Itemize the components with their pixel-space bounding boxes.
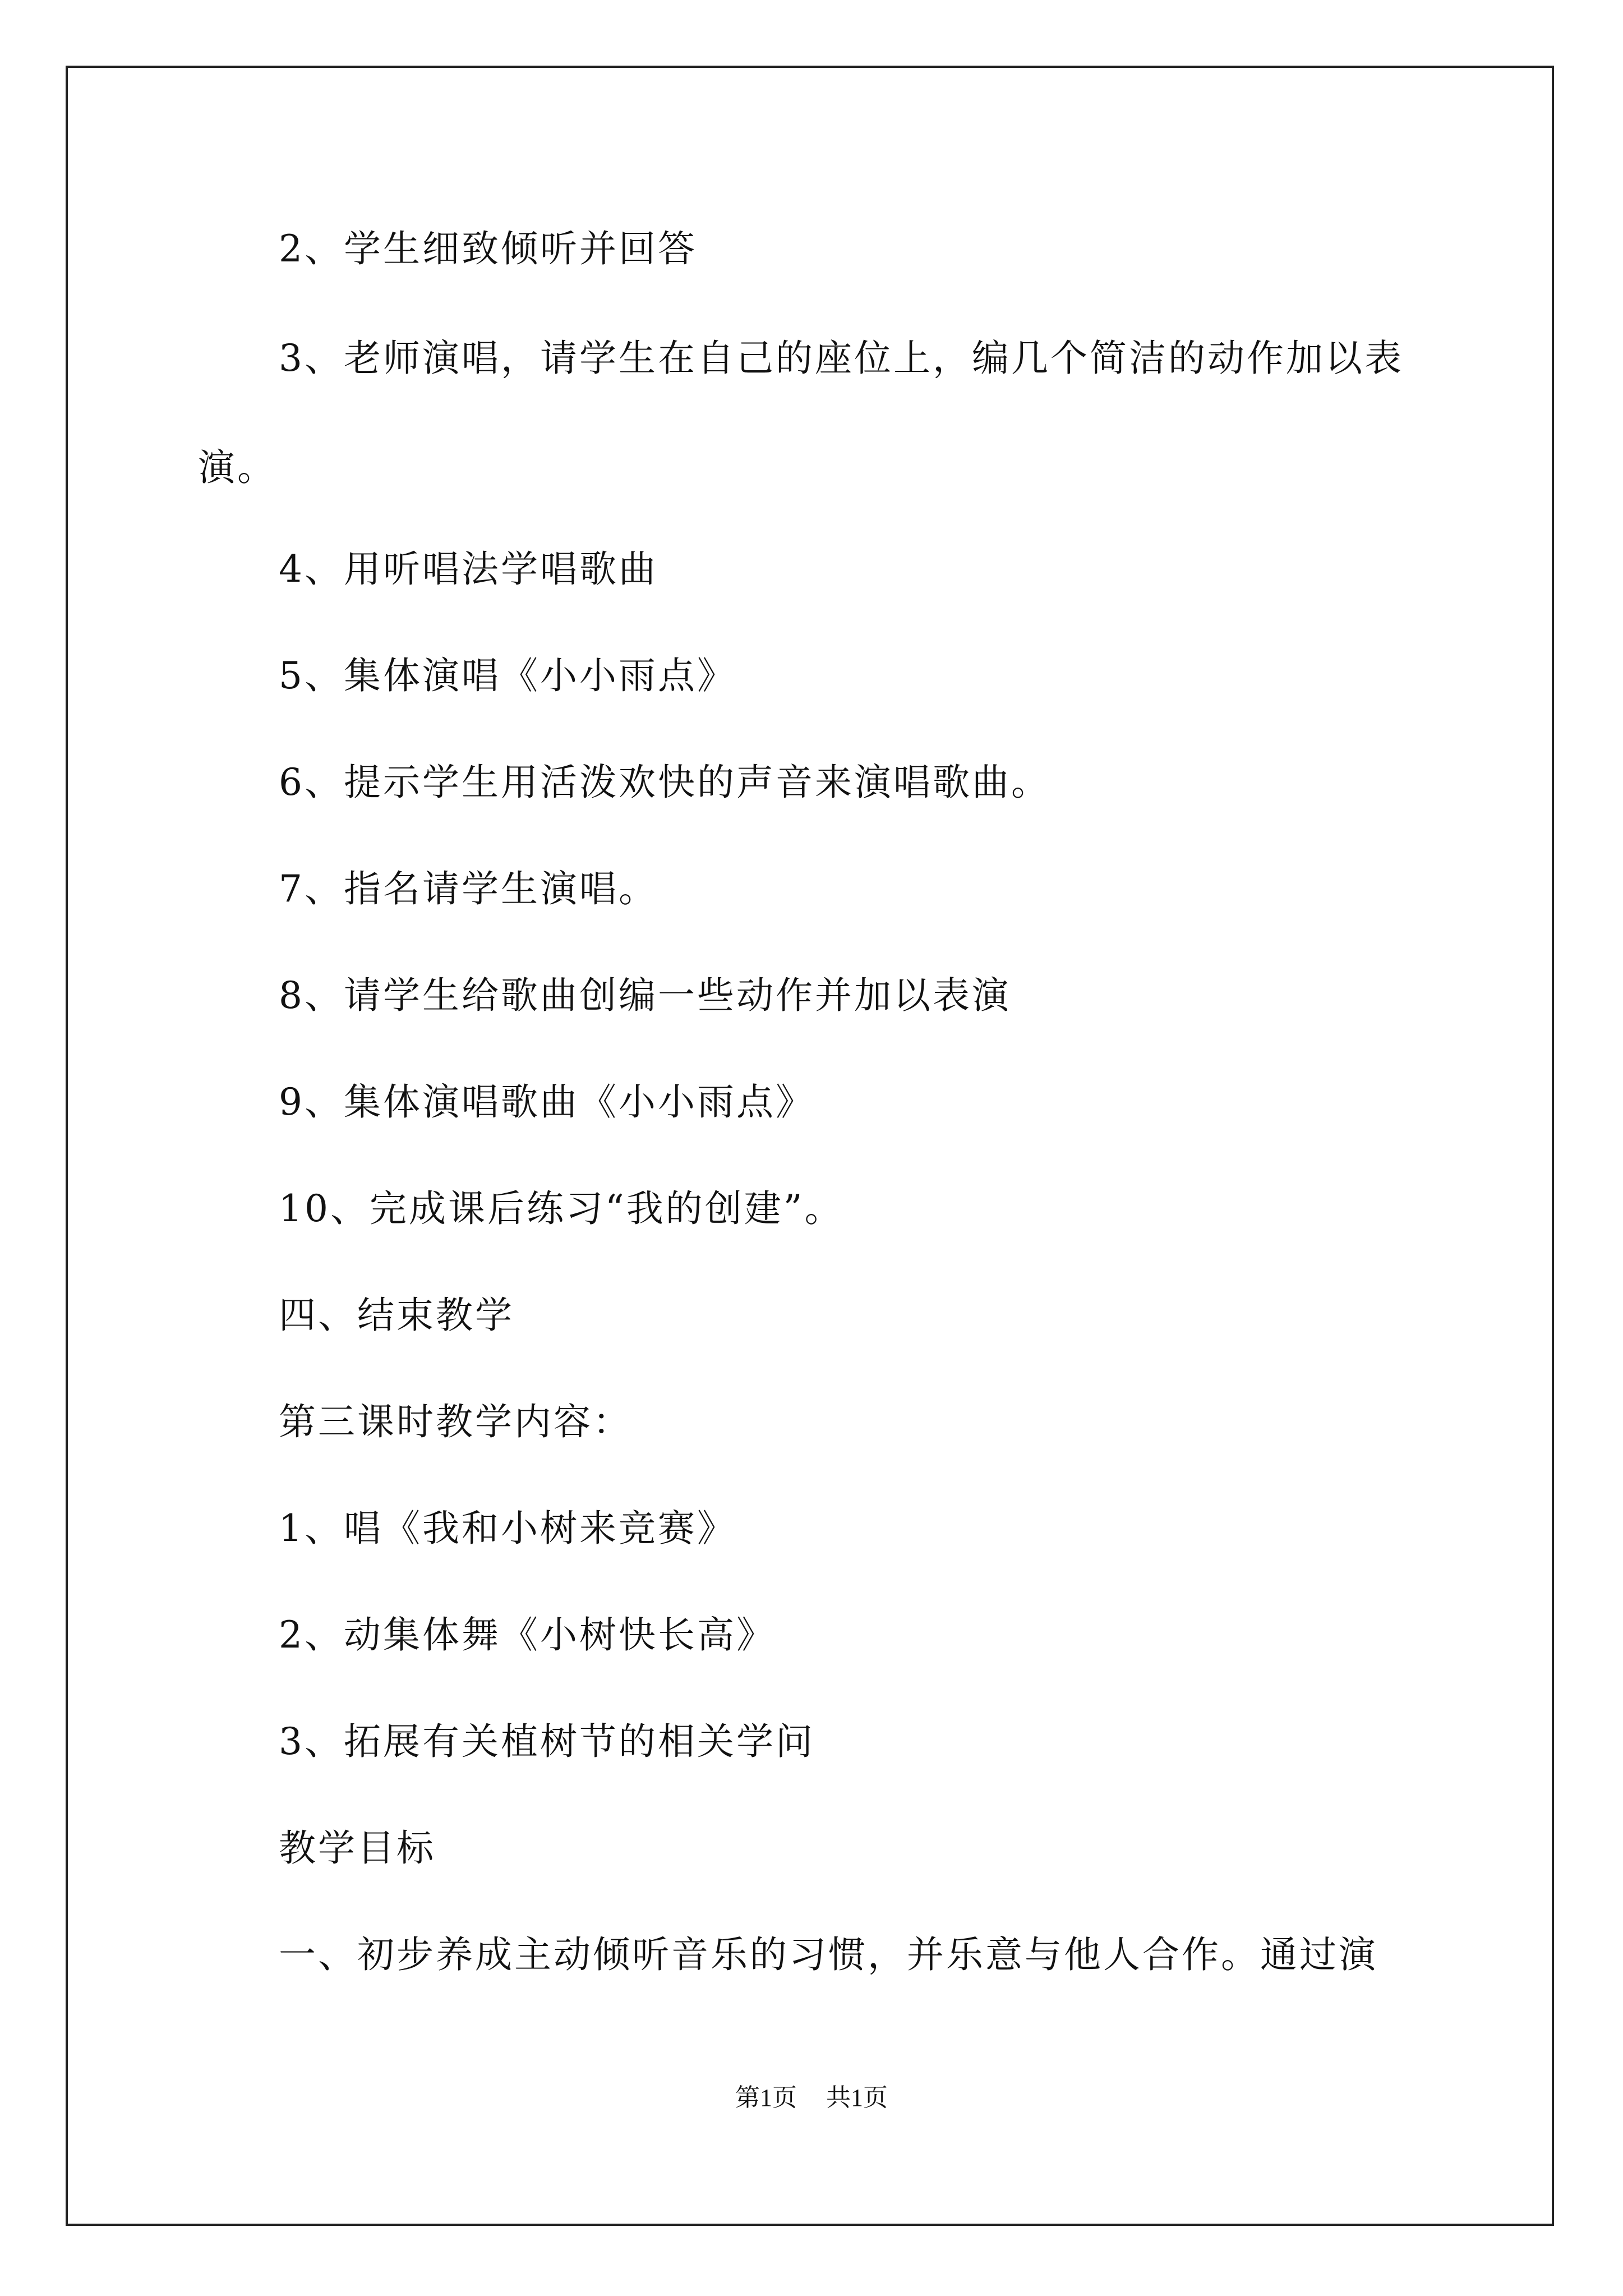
page-total: 共1页 [826,2084,888,2111]
paragraph: 9、集体演唱歌曲《小小雨点》 [279,1080,815,1124]
paragraph: 四、结束教学 [279,1294,514,1337]
paragraph: 3、拓展有关植树节的相关学问 [279,1720,815,1763]
paragraph: 6、提示学生用活泼欢快的声音来演唱歌曲。 [279,761,1050,804]
page-footer [0,2082,1623,2114]
paragraph: 演。 [198,446,276,489]
paragraph: 第三课时教学内容： [279,1400,632,1443]
paragraph: 教学目标 [279,1826,436,1870]
paragraph: 2、动集体舞《小树快长高》 [279,1613,776,1657]
paragraph: 10、完成课后练习“我的创建”。 [279,1187,844,1230]
page-number: 第1页 [735,2084,797,2111]
paragraph: 3、老师演唱，请学生在自己的座位上，编几个简洁的动作加以表 [279,337,1404,380]
paragraph: 5、集体演唱《小小雨点》 [279,654,736,697]
paragraph: 4、用听唱法学唱歌曲 [279,547,658,591]
paragraph: 2、学生细致倾听并回答 [279,227,697,270]
paragraph: 8、请学生给歌曲创编一些动作并加以表演 [279,974,1011,1017]
paragraph: 7、指名请学生演唱。 [279,867,658,910]
paragraph: 1、唱《我和小树来竞赛》 [279,1507,736,1550]
paragraph: 一、初步养成主动倾听音乐的习惯，并乐意与他人合作。通过演 [279,1933,1378,1976]
